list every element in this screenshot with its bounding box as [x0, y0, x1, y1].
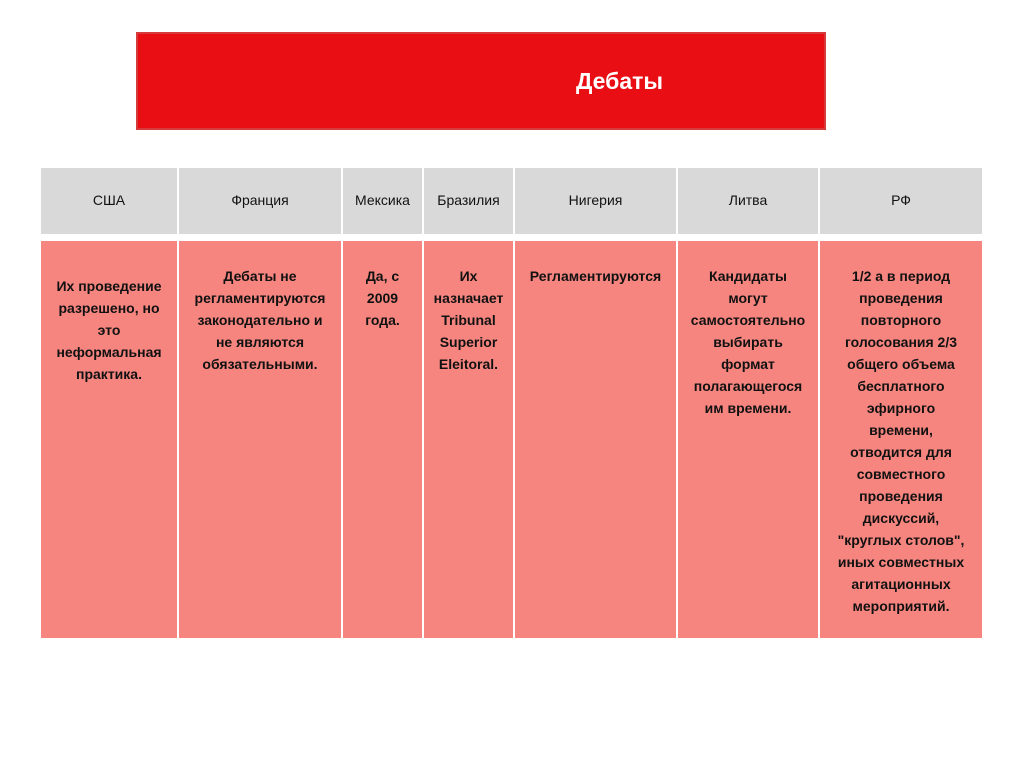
- table-body-row: [41, 241, 982, 638]
- body-cell-mexico: [343, 241, 422, 638]
- body-cell-text: 1/2 а в период проведения повторного голосования 2/3 общего объема бесплатного эфирного времени, отводится для совместного проведения дискуссий, "круглых столов", иных совместных агитационных мероприятий.: [837, 268, 965, 614]
- body-cell-france: [179, 241, 341, 638]
- body-cell-text: Их проведение разрешено, но это неформальная практика.: [56, 278, 162, 382]
- body-cell-text: Да, с 2009 года.: [365, 268, 400, 328]
- body-cell-text: Их назначает Tribunal Superior Eleitoral.: [433, 268, 504, 372]
- header-cell-russia: РФ: [891, 192, 911, 208]
- header-cell-france: Франция: [231, 192, 289, 208]
- header-cell-lithuania: Литва: [728, 192, 768, 208]
- title-banner: [136, 32, 826, 130]
- body-cell-russia: [820, 241, 982, 638]
- body-cell-usa: [41, 241, 177, 638]
- header-cell-usa: США: [92, 192, 126, 208]
- header-cell-brazil: Бразилия: [437, 192, 500, 208]
- body-cell-nigeria: [515, 241, 676, 638]
- slide-title: Дебаты: [576, 68, 664, 94]
- body-cell-text: Кандидаты могут самостоятельно выбирать формат полагающегося им времени.: [690, 268, 806, 416]
- body-cell-text: Регламентируются: [529, 268, 662, 284]
- header-cell-mexico: Мексика: [355, 192, 410, 208]
- table-header-row: [41, 168, 982, 234]
- body-cell-lithuania: [678, 241, 818, 638]
- header-cell-nigeria: Нигерия: [568, 192, 623, 208]
- body-cell-text: Дебаты не регламентируются законодательно и не являются обязательными.: [194, 268, 326, 372]
- body-cell-brazil: [424, 241, 513, 638]
